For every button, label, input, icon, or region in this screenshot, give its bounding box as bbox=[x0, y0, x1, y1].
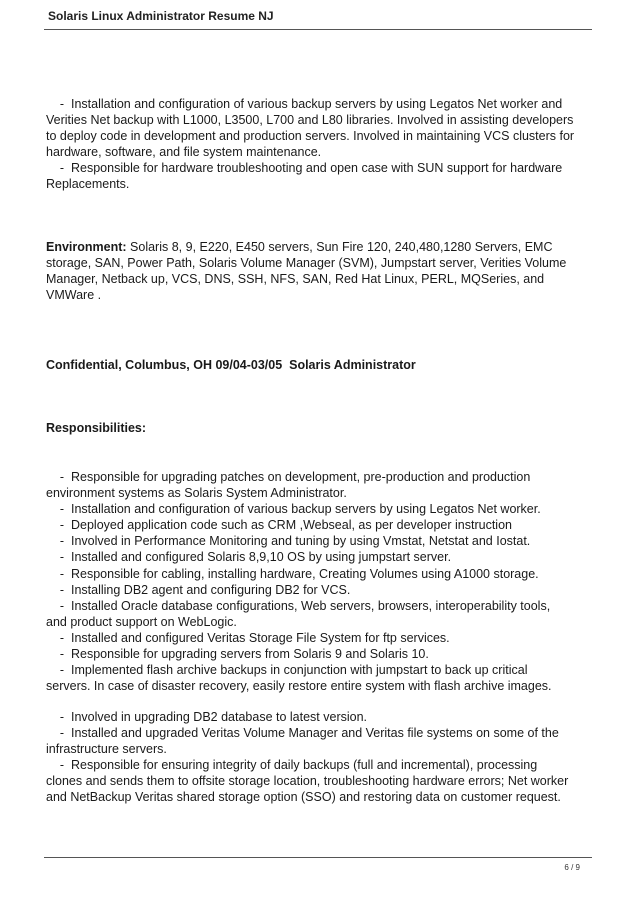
text-line: - Responsible for hardware troubleshooting and open case with SUN support for hardware bbox=[46, 161, 563, 176]
text-line: storage, SAN, Power Path, Solaris Volume Manager (SVM), Jumpstart server, Verities Volume bbox=[46, 256, 567, 271]
list-item: - Involved in Performance Monitoring and tuning by using Vmstat, Netstat and Iostat. bbox=[46, 534, 531, 549]
list-item: - Installed Oracle database configurations, Web servers, browsers, interoperability tools, bbox=[46, 598, 551, 613]
text-line: Replacements. bbox=[46, 177, 130, 192]
duties-paragraph bbox=[46, 96, 592, 193]
list-item: - Responsible for cabling, installing hardware, Creating Volumes using A1000 storage. bbox=[46, 566, 539, 581]
text-line: Verities Net backup with L1000, L3500, L700 and L80 libraries. Involved in assisting developers bbox=[46, 113, 574, 128]
list-item: - Responsible for upgrading servers from Solaris 9 and Solaris 10. bbox=[46, 647, 429, 662]
text-line: VMWare . bbox=[46, 288, 102, 303]
responsibilities-list-1 bbox=[46, 469, 592, 694]
environment-text: Solaris 8, 9, E220, E450 servers, Sun Fire 120, 240,480,1280 Servers, EMC bbox=[126, 240, 553, 254]
text-line: and product support on WebLogic. bbox=[46, 614, 237, 629]
list-item: - Responsible for upgrading patches on development, pre-production and production bbox=[46, 470, 531, 484]
text-line: to deploy code in development and production servers. Involved in maintaining VCS clusters for bbox=[46, 129, 575, 144]
footer-divider bbox=[44, 857, 592, 858]
text-line: - Installation and configuration of various backup servers by using Legatos Net worker and bbox=[46, 97, 563, 111]
text-line: infrastructure servers. bbox=[46, 742, 167, 757]
list-item: - Involved in upgrading DB2 database to latest version. bbox=[46, 710, 368, 724]
environment-first-line bbox=[46, 239, 592, 255]
environment-paragraph bbox=[46, 239, 592, 303]
list-item: - Implemented flash archive backups in conjunction with jumpstart to back up critical bbox=[46, 663, 528, 678]
text-line: Manager, Netback up, VCS, DNS, SSH, NFS, SAN, Red Hat Linux, PERL, MQSeries, and bbox=[46, 272, 545, 287]
text-line: and NetBackup Veritas shared storage option (SSO) and restoring data on customer request. bbox=[46, 790, 561, 805]
list-item: - Installing DB2 agent and configuring DB2 for VCS. bbox=[46, 582, 351, 597]
text-line: environment systems as Solaris System Administrator. bbox=[46, 486, 347, 501]
job-heading bbox=[46, 357, 592, 373]
responsibilities-list-2 bbox=[46, 709, 592, 806]
page-number: 6 / 9 bbox=[564, 863, 580, 872]
list-item: - Responsible for ensuring integrity of daily backups (full and incremental), processing bbox=[46, 758, 538, 773]
responsibilities-heading-text: Responsibilities: bbox=[46, 421, 147, 435]
list-item: - Installed and upgraded Veritas Volume Manager and Veritas file systems on some of the bbox=[46, 726, 559, 741]
job-heading-text: Confidential, Columbus, OH 09/04-03/05 Solaris Administrator bbox=[46, 358, 416, 372]
text-line: hardware, software, and file system maintenance. bbox=[46, 145, 322, 160]
text-line: clones and sends them to offsite storage location, troubleshooting hardware errors; Net worker bbox=[46, 774, 569, 789]
list-item: - Installation and configuration of various backup servers by using Legatos Net worker. bbox=[46, 502, 541, 517]
list-item: - Installed and configured Veritas Storage File System for ftp services. bbox=[46, 630, 450, 645]
list-item: - Deployed application code such as CRM ,Webseal, as per developer instruction bbox=[46, 518, 512, 533]
text-line: servers. In case of disaster recovery, easily restore entire system with flash archive images. bbox=[46, 679, 552, 694]
responsibilities-heading bbox=[46, 420, 592, 436]
environment-label: Environment: bbox=[46, 240, 127, 254]
document-header-title: Solaris Linux Administrator Resume NJ bbox=[48, 9, 274, 23]
header-divider bbox=[44, 29, 592, 30]
list-item: - Installed and configured Solaris 8,9,10 OS by using jumpstart server. bbox=[46, 550, 452, 565]
